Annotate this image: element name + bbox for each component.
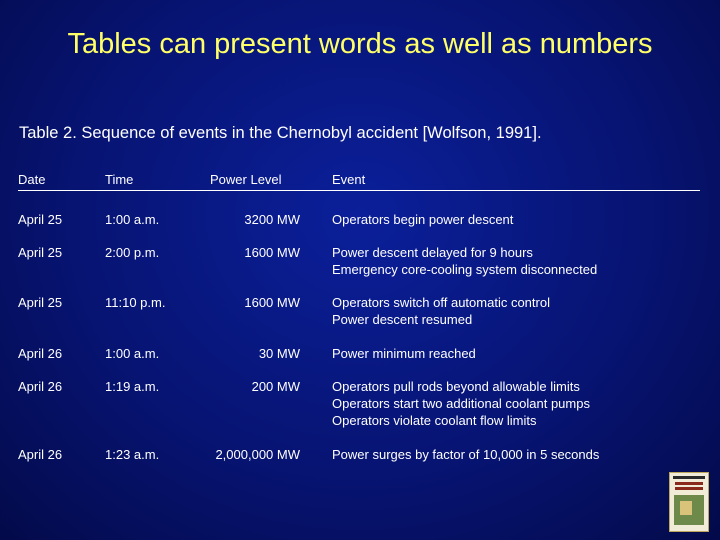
row-event-line: Operators begin power descent <box>332 212 514 227</box>
header-time: Time <box>105 172 134 187</box>
row-power-level: 3200 MW <box>244 212 300 227</box>
row-time: 1:23 a.m. <box>105 447 160 462</box>
row-power-level: 200 MW <box>251 379 300 394</box>
row-event-line: Operators switch off automatic control <box>332 295 550 310</box>
row-date: April 26 <box>18 447 63 462</box>
row-power-level: 30 MW <box>258 346 300 361</box>
table-header-row <box>18 171 700 189</box>
row-time: 1:00 a.m. <box>105 346 160 361</box>
row-power-level: 1600 MW <box>244 295 300 310</box>
header-divider <box>18 190 700 191</box>
slide-title: Tables can present words as well as numbers <box>67 28 653 60</box>
row-event-line: Power descent resumed <box>332 312 473 327</box>
row-event-line: Emergency core-cooling system disconnected <box>332 262 598 277</box>
row-event-line: Power surges by factor of 10,000 in 5 seconds <box>332 447 600 462</box>
row-time: 2:00 p.m. <box>105 245 160 260</box>
table-caption: Table 2. Sequence of events in the Chernobyl accident [Wolfson, 1991]. <box>19 124 542 142</box>
row-power-level: 2,000,000 MW <box>215 447 300 462</box>
row-date: April 26 <box>18 346 63 361</box>
row-time: 1:19 a.m. <box>105 379 160 394</box>
row-time: 1:00 a.m. <box>105 212 160 227</box>
header-date: Date <box>18 172 46 187</box>
row-event-line: Operators pull rods beyond allowable limits <box>332 379 580 394</box>
row-date: April 25 <box>18 295 63 310</box>
row-event-line: Operators start two additional coolant pumps <box>332 396 590 411</box>
row-power-level: 1600 MW <box>244 245 300 260</box>
header-power-level: Power Level <box>210 172 282 187</box>
book-cover-thumbnail <box>669 472 709 532</box>
row-date: April 25 <box>18 245 63 260</box>
row-event-line: Power minimum reached <box>332 346 476 361</box>
row-event-line: Operators violate coolant flow limits <box>332 413 537 428</box>
header-event: Event <box>332 172 366 187</box>
row-date: April 25 <box>18 212 63 227</box>
row-event-line: Power descent delayed for 9 hours <box>332 245 533 260</box>
row-date: April 26 <box>18 379 63 394</box>
row-time: 11:10 p.m. <box>105 295 166 310</box>
